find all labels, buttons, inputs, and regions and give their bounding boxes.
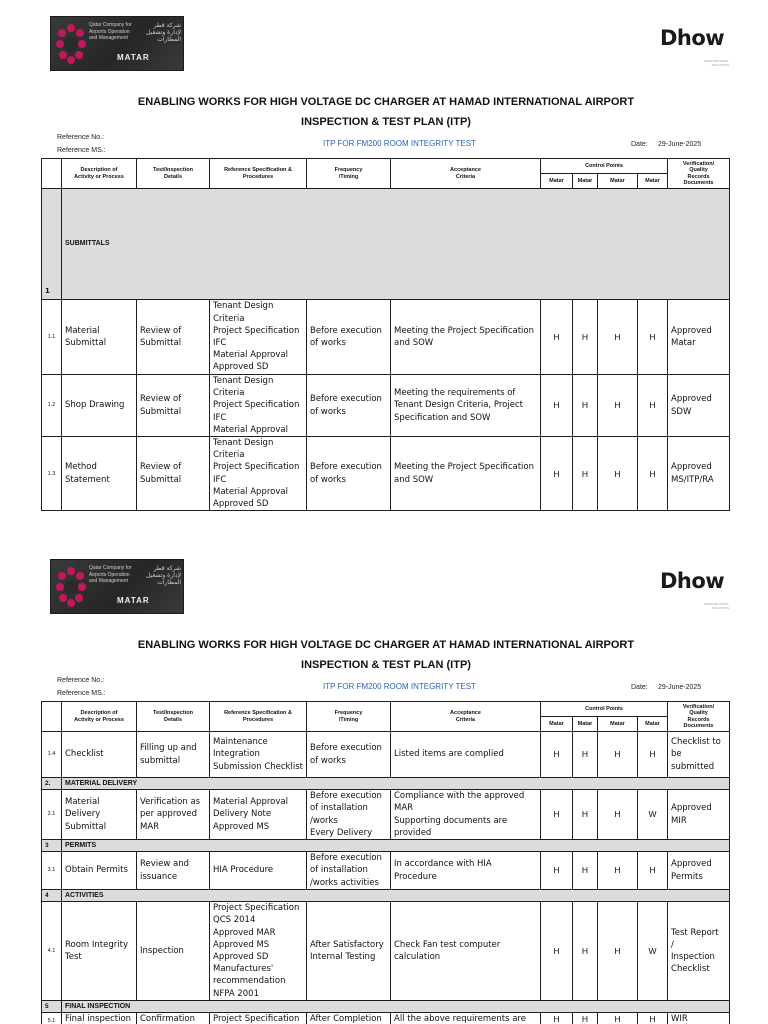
row-number: 1.1 (42, 300, 62, 375)
row-description: Obtain Permits (62, 852, 137, 890)
matar-logo (50, 16, 184, 71)
document-title: ENABLING WORKS FOR HIGH VOLTAGE DC CHARGER AT HAMAD INTERNATIONAL AIRPORT (137, 639, 635, 651)
section-row-submittals (42, 189, 730, 300)
header-test: Test/Inspection Details (137, 702, 210, 732)
section-number: 4 (42, 890, 62, 902)
logo-english-text: Qatar Company for Airports Operation and Management (89, 22, 132, 41)
row-acceptance: Listed items are complied (391, 732, 541, 778)
logo-arabic-text: شركة قطر لإدارة وتشغيل المطارات (146, 22, 181, 43)
control-point: H (573, 790, 598, 840)
row-test: Confirmation (137, 1013, 210, 1024)
row-number: 4.1 (42, 902, 62, 1001)
row-reference: Maintenance Integration Submission Checklist (210, 732, 307, 778)
matar-logo (50, 559, 184, 614)
section-number: 2. (42, 778, 62, 790)
row-acceptance: Meeting the requirements of Tenant Design Criteria, Project Specification and SOW (391, 375, 541, 437)
row-records: Approved Matar (668, 300, 730, 375)
control-point: H (541, 852, 573, 890)
header-cp-party: Matar (573, 174, 598, 189)
control-point: W (638, 902, 668, 1001)
control-point: H (638, 852, 668, 890)
control-point: H (598, 1013, 638, 1024)
section-row-final-inspection (42, 1001, 730, 1013)
row-description: Shop Drawing (62, 375, 137, 437)
section-row-activities (42, 890, 730, 902)
document-subtitle: INSPECTION & TEST PLAN (ITP) (301, 659, 471, 671)
section-number: 5 (42, 1001, 62, 1013)
row-test: Review of Submittal (137, 300, 210, 375)
reference-no-label: Reference No.: (57, 134, 105, 141)
dhow-logo: Dhow (660, 26, 725, 50)
reference-no-label: Reference No.: (57, 677, 105, 684)
reference-ms-label: Reference MS.: (57, 690, 106, 697)
table-row (42, 902, 730, 1001)
row-frequency: After Completion (307, 1013, 391, 1024)
row-acceptance: In accordance with HIA Procedure (391, 852, 541, 890)
control-point: H (573, 300, 598, 375)
table-row (42, 732, 730, 778)
control-point: H (638, 732, 668, 778)
row-records: Approved MIR (668, 790, 730, 840)
header-description: Description of Activity or Process (62, 159, 137, 189)
date-label: Date: (631, 684, 648, 691)
itp-name: ITP FOR FM200 ROOM INTEGRITY TEST (323, 682, 476, 691)
header-cp-party: Matar (541, 174, 573, 189)
row-reference: Project Specification QCS 2014 Approved MAR Approved MS Approved SD Manufactures' recommendation NFPA 2001 (210, 902, 307, 1001)
row-number: 1.2 (42, 375, 62, 437)
row-description: Material Delivery Submittal (62, 790, 137, 840)
row-frequency: Before execution of installation /works activities (307, 852, 391, 890)
row-frequency: Before execution of works (307, 300, 391, 375)
reference-ms-label: Reference MS.: (57, 147, 106, 154)
row-records: WIR (668, 1013, 730, 1024)
section-number: 1 (42, 189, 62, 300)
control-point: H (541, 437, 573, 511)
logo-brand-name: MATAR (117, 53, 150, 62)
row-records: Approved MS/ITP/RA (668, 437, 730, 511)
section-row-permits (42, 840, 730, 852)
header-cp-party: Matar (598, 174, 638, 189)
date-value: 29-June-2025 (658, 141, 702, 148)
header-acceptance: Acceptance Criteria (391, 702, 541, 732)
row-description: Checklist (62, 732, 137, 778)
header-records: Verification/ Quality Records Documents (668, 159, 730, 189)
logo-english-text: Qatar Company for Airports Operation and Management (89, 565, 132, 584)
row-number: 2.1 (42, 790, 62, 840)
row-reference: HIA Procedure (210, 852, 307, 890)
logo-brand-name: MATAR (117, 596, 150, 605)
row-acceptance: Compliance with the approved MAR Supporting documents are provided (391, 790, 541, 840)
control-point: H (598, 300, 638, 375)
row-records: Approved SDW (668, 375, 730, 437)
row-number: 1.3 (42, 437, 62, 511)
section-label: ACTIVITIES (62, 890, 730, 902)
header-cp-party: Matar (573, 717, 598, 732)
header-frequency: Frequency /Timing (307, 159, 391, 189)
logo-arabic-text: شركة قطر لإدارة وتشغيل المطارات (146, 565, 181, 586)
control-point: H (598, 790, 638, 840)
header-cp-party: Matar (638, 717, 668, 732)
row-records: Checklist to be submitted (668, 732, 730, 778)
dhow-logo-subtitle: ARCHITECTURAL SOLUTIONS (703, 59, 729, 67)
row-reference: Tenant Design Criteria Project Specification IFC Material Approval (210, 375, 307, 437)
itp-table (41, 701, 730, 1024)
header-control-points: Control Points (541, 159, 668, 174)
header-control-points: Control Points (541, 702, 668, 717)
control-point: H (598, 902, 638, 1001)
document-page-2 (0, 543, 768, 1024)
document-title: ENABLING WORKS FOR HIGH VOLTAGE DC CHARGER AT HAMAD INTERNATIONAL AIRPORT (137, 96, 635, 108)
control-point: W (638, 790, 668, 840)
table-row (42, 300, 730, 375)
itp-table (41, 158, 730, 511)
row-description: Room Integrity Test (62, 902, 137, 1001)
row-number: 5.1 (42, 1013, 62, 1024)
row-number: 1.4 (42, 732, 62, 778)
row-test: Verification as per approved MAR (137, 790, 210, 840)
row-frequency: Before execution of installation /works Every Delivery (307, 790, 391, 840)
control-point: H (541, 300, 573, 375)
control-point: H (541, 1013, 573, 1024)
header-description: Description of Activity or Process (62, 702, 137, 732)
section-label: PERMITS (62, 840, 730, 852)
control-point: H (573, 852, 598, 890)
row-description: Method Statement (62, 437, 137, 511)
row-description: Material Submittal (62, 300, 137, 375)
row-test: Review and issuance (137, 852, 210, 890)
control-point: H (638, 300, 668, 375)
header-test: Test/Inspection Details (137, 159, 210, 189)
table-row (42, 437, 730, 511)
section-label: MATERIAL DELIVERY (62, 778, 730, 790)
header-frequency: Frequency /Timing (307, 702, 391, 732)
header-num (42, 702, 62, 732)
control-point: H (598, 375, 638, 437)
row-acceptance: Meeting the Project Specification and SOW (391, 437, 541, 511)
control-point: H (638, 437, 668, 511)
row-reference: Material Approval Delivery Note Approved MS (210, 790, 307, 840)
control-point: H (573, 375, 598, 437)
row-test: Review of Submittal (137, 375, 210, 437)
row-acceptance: Check Fan test computer calculation (391, 902, 541, 1001)
row-frequency: Before execution of works (307, 375, 391, 437)
control-point: H (573, 902, 598, 1001)
control-point: H (541, 375, 573, 437)
row-test: Filling up and submittal (137, 732, 210, 778)
control-point: H (573, 437, 598, 511)
row-test: Inspection (137, 902, 210, 1001)
row-records: Approved Permits (668, 852, 730, 890)
section-row-material-delivery (42, 778, 730, 790)
matar-emblem-icon (55, 565, 87, 609)
table-row (42, 375, 730, 437)
control-point: H (638, 1013, 668, 1024)
row-description: Final inspection (62, 1013, 137, 1024)
control-point: H (573, 732, 598, 778)
table-row (42, 1013, 730, 1024)
row-test: Review of Submittal (137, 437, 210, 511)
row-number: 3.1 (42, 852, 62, 890)
control-point: H (573, 1013, 598, 1024)
row-frequency: Before execution of works (307, 732, 391, 778)
header-cp-party: Matar (541, 717, 573, 732)
section-label: FINAL INSPECTION (62, 1001, 730, 1013)
table-row (42, 790, 730, 840)
table-row (42, 852, 730, 890)
row-reference: Tenant Design Criteria Project Specification IFC Material Approval Approved SD (210, 300, 307, 375)
section-number: 3 (42, 840, 62, 852)
control-point: H (541, 902, 573, 1001)
header-records: Verification/ Quality Records Documents (668, 702, 730, 732)
control-point: H (638, 375, 668, 437)
row-reference: Tenant Design Criteria Project Specification IFC Material Approval Approved SD (210, 437, 307, 511)
header-cp-party: Matar (638, 174, 668, 189)
row-frequency: Before execution of works (307, 437, 391, 511)
row-acceptance: All the above requirements are (391, 1013, 541, 1024)
control-point: H (598, 437, 638, 511)
section-label: SUBMITTALS (62, 189, 730, 300)
dhow-logo: Dhow (660, 569, 725, 593)
control-point: H (598, 852, 638, 890)
row-frequency: After Satisfactory Internal Testing (307, 902, 391, 1001)
header-num (42, 159, 62, 189)
matar-emblem-icon (55, 22, 87, 66)
header-reference: Reference Specification & Procedures (210, 159, 307, 189)
control-point: H (541, 790, 573, 840)
row-reference: Project Specification (210, 1013, 307, 1024)
itp-name: ITP FOR FM200 ROOM INTEGRITY TEST (323, 139, 476, 148)
document-subtitle: INSPECTION & TEST PLAN (ITP) (301, 116, 471, 128)
dhow-logo-subtitle: ARCHITECTURAL SOLUTIONS (703, 602, 729, 610)
header-reference: Reference Specification & Procedures (210, 702, 307, 732)
date-label: Date: (631, 141, 648, 148)
header-cp-party: Matar (598, 717, 638, 732)
header-acceptance: Acceptance Criteria (391, 159, 541, 189)
row-acceptance: Meeting the Project Specification and SOW (391, 300, 541, 375)
control-point: H (598, 732, 638, 778)
date-value: 29-June-2025 (658, 684, 702, 691)
control-point: H (541, 732, 573, 778)
row-records: Test Report / Inspection Checklist (668, 902, 730, 1001)
